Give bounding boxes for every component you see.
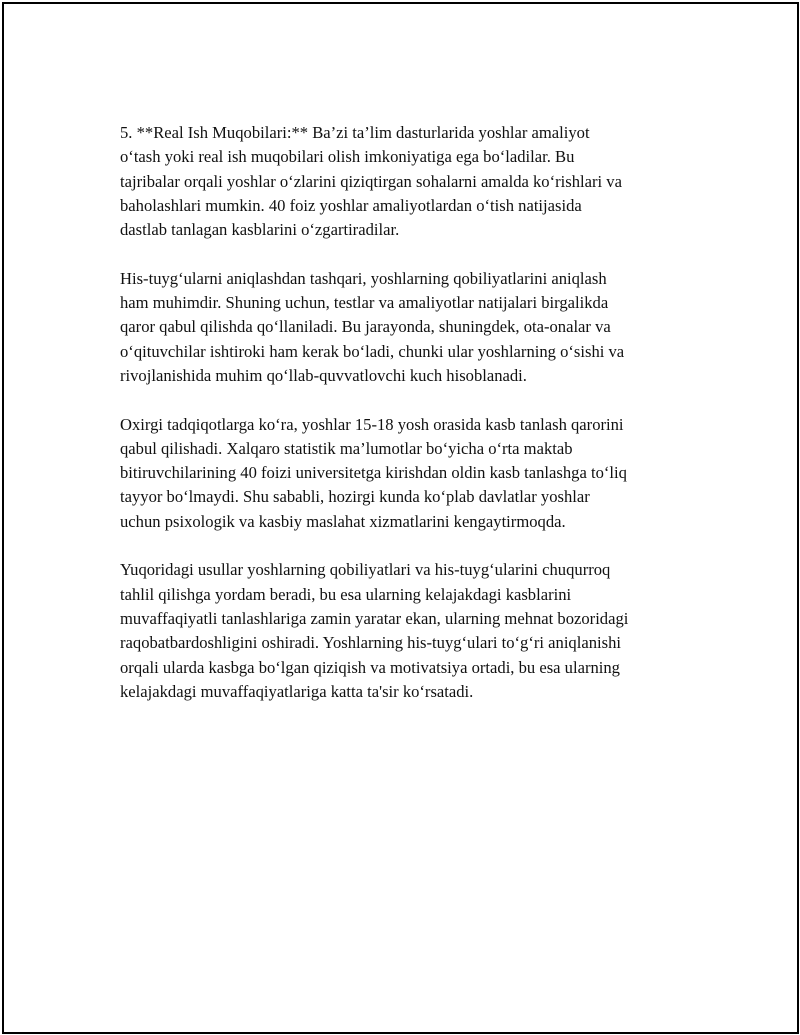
- document-body: [120, 121, 710, 728]
- text-line: uchun psixologik va kasbiy maslahat xizmatlarini kengaytirmoqda.: [120, 511, 566, 531]
- text-line: dastlab tanlagan kasblarini o‘zgartiradilar.: [120, 220, 400, 240]
- text-line: qaror qabul qilishda qo‘llaniladi. Bu jarayonda, shuningdek, ota-onalar va: [120, 317, 611, 337]
- text-line: ham muhimdir. Shuning uchun, testlar va amaliyotlar natijalari birgalikda: [120, 293, 609, 313]
- text-line: o‘tash yoki real ish muqobilari olish imkoniyatiga ega bo‘ladilar. Bu: [120, 147, 575, 167]
- text-line: tajribalar orqali yoshlar o‘zlarini qiziqtirgan sohalarni amalda ko‘rishlari va: [120, 171, 622, 191]
- paragraph-conclusion: [120, 558, 710, 704]
- text-line: orqali ularda kasbga bo‘lgan qiziqish va motivatsiya ortadi, bu esa ularning: [120, 657, 620, 677]
- text-line: rivojlanishida muhim qo‘llab-quvvatlovchi kuch hisoblanadi.: [120, 365, 527, 385]
- text-line: Yuqoridagi usullar yoshlarning qobiliyatlari va his-tuyg‘ularini chuqurroq: [120, 560, 611, 580]
- text-line: kelajakdagi muvaffaqiyatlariga katta ta'sir ko‘rsatadi.: [120, 681, 474, 701]
- text-line: o‘qituvchilar ishtiroki ham kerak bo‘ladi, chunki ular yoshlarning o‘sishi va: [120, 341, 625, 361]
- text-line: Oxirgi tadqiqotlarga ko‘ra, yoshlar 15-18 yosh orasida kasb tanlash qarorini: [120, 414, 624, 434]
- text-line: 5. **Real Ish Muqobilari:** Ba’zi ta’lim dasturlarida yoshlar amaliyot: [120, 123, 590, 142]
- paragraph-research: [120, 413, 710, 534]
- paragraph-real-work-alternatives: [120, 121, 710, 242]
- text-line: His-tuyg‘ularni aniqlashdan tashqari, yoshlarning qobiliyatlarini aniqlash: [120, 268, 607, 288]
- paragraph-abilities: [120, 267, 710, 388]
- text-line: qabul qilishadi. Xalqaro statistik ma’lumotlar bo‘yicha o‘rta maktab: [120, 438, 573, 458]
- text-line: tahlil qilishga yordam beradi, bu esa ularning kelajakdagi kasblarini: [120, 584, 572, 604]
- text-line: baholashlari mumkin. 40 foiz yoshlar amaliyotlardan o‘tish natijasida: [120, 195, 582, 215]
- text-line: tayyor bo‘lmaydi. Shu sababli, hozirgi kunda ko‘plab davlatlar yoshlar: [120, 487, 590, 507]
- text-line: raqobatbardoshligini oshiradi. Yoshlarning his-tuyg‘ulari to‘g‘ri aniqlanishi: [120, 633, 621, 653]
- text-line: muvaffaqiyatli tanlashlariga zamin yaratar ekan, ularning mehnat bozoridagi: [120, 608, 629, 628]
- page-frame: [2, 2, 799, 1034]
- text-line: bitiruvchilarining 40 foizi universitetga kirishdan oldin kasb tanlashga to‘liq: [120, 463, 627, 483]
